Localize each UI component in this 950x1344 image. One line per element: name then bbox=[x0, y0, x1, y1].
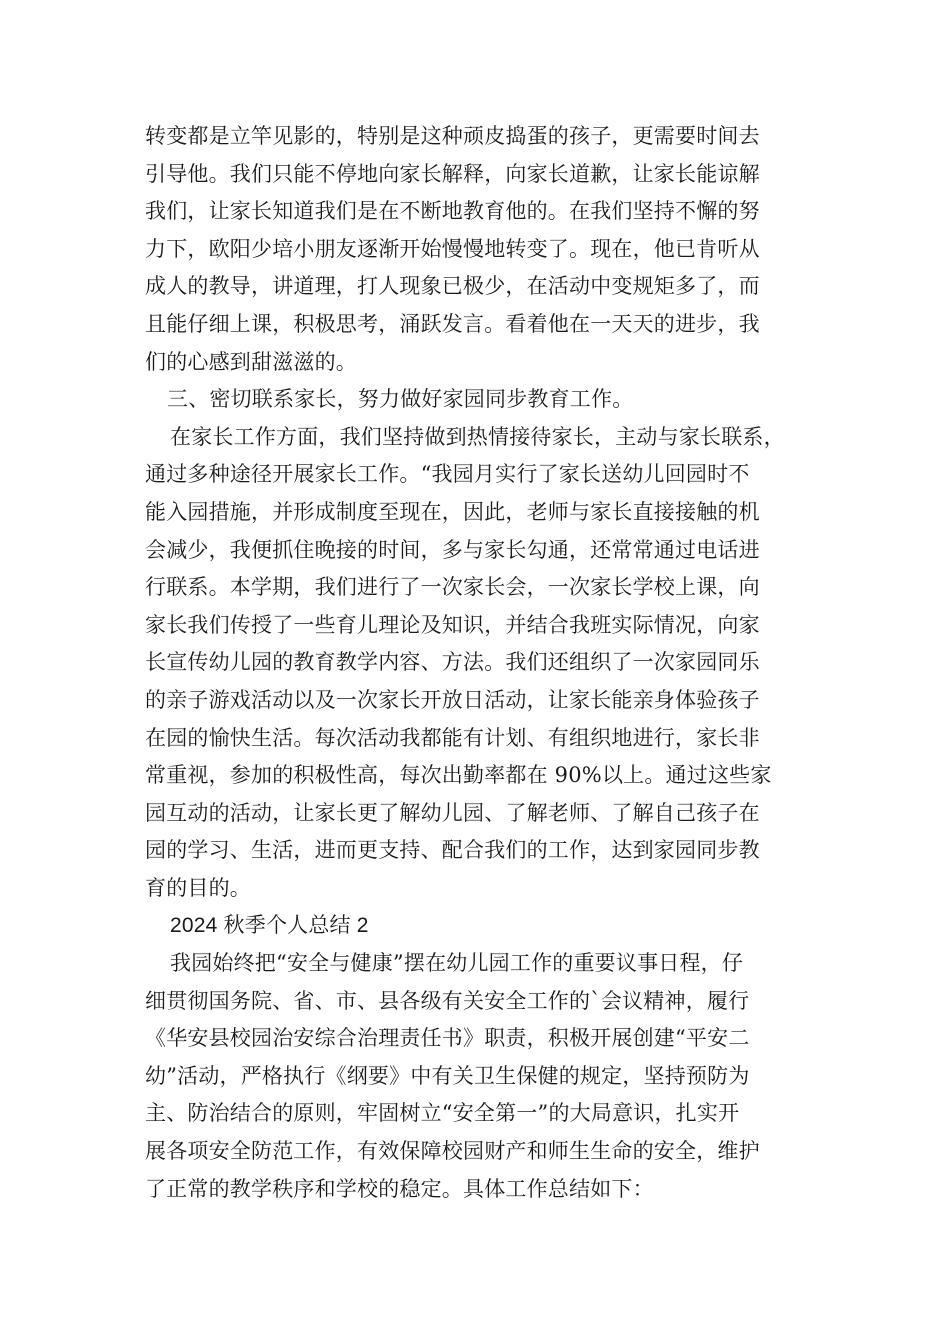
text-line: 《华安县校园治安综合治理责任书》职责，积极开展创建“平安二 bbox=[145, 1026, 750, 1051]
text-line: 我们，让家长知道我们是在不断地教育他的。在我们坚持不懈的努 bbox=[145, 199, 760, 224]
paragraph-safety-health bbox=[145, 945, 833, 1208]
text-line: 幼”活动，严格执行《纲要》中有关卫生保健的规定，坚持预防为 bbox=[145, 1063, 750, 1088]
text-line: 主、防治结合的原则，牢固树立“安全第一”的大局意识，扎实开 bbox=[145, 1101, 740, 1126]
text-line: 园的学习、生活，进而更支持、配合我们的工作，达到家园同步教 bbox=[145, 838, 760, 863]
text-line: 我园始终把“安全与健康”摆在幼儿园工作的重要议事日程，仔 bbox=[170, 951, 744, 976]
text-line: 引导他。我们只能不停地向家长解释，向家长道歉，让家长能谅解 bbox=[145, 161, 760, 186]
text-line: 在家长工作方面，我们坚持做到热情接待家长，主动与家长联系， bbox=[170, 424, 785, 449]
text-line: 且能仔细上课，积极思考，涌跃发言。看着他在一天天的进步，我 bbox=[145, 311, 760, 336]
text-line: 在园的愉快生活。每次活动我都能有计划、有组织地进行，家长非 bbox=[145, 725, 760, 750]
text-line: 园互动的活动，让家长更了解幼儿园、了解老师、了解自己孩子在 bbox=[145, 800, 760, 825]
text-line: 的亲子游戏活动以及一次家长开放日活动，让家长能亲身体验孩子 bbox=[145, 687, 760, 712]
paragraph-parent-work bbox=[145, 419, 833, 908]
text-line: 能入园措施，并形成制度至现在，因此，老师与家长直接接触的机 bbox=[145, 499, 760, 524]
text-line: 细贯彻国务院、省、市、县各级有关安全工作的`会议精神，履行 bbox=[145, 988, 750, 1013]
text-line: 通过多种途径开展家长工作。“我园月实行了家长送幼儿回园时不 bbox=[145, 462, 750, 487]
text-line: 展各项安全防范工作，有效保障校园财产和师生生命的安全，维护 bbox=[145, 1139, 760, 1164]
section-heading-3: 三、密切联系家长，努力做好家园同步教育工作。 bbox=[167, 387, 634, 412]
text-line: 家长我们传授了一些育儿理论及知识，并结合我班实际情况，向家 bbox=[145, 612, 760, 637]
text-line: 会减少，我便抓住晚接的时间，多与家长勾通，还常常通过电话进 bbox=[145, 537, 760, 562]
document-page bbox=[145, 118, 833, 1208]
text-line: 常重视，参加的积极性高，每次出勤率都在 90%以上。通过这些家 bbox=[145, 763, 772, 788]
text-line: 成人的教导，讲道理，打人现象已极少，在活动中变规矩多了，而 bbox=[145, 274, 760, 299]
paragraph-continuation bbox=[145, 118, 833, 381]
section-title-2: 2024 秋季个人总结 2 bbox=[170, 914, 369, 938]
text-line: 了正常的教学秩序和学校的稳定。具体工作总结如下： bbox=[145, 1176, 654, 1201]
text-line: 力下，欧阳少培小朋友逐渐开始慢慢地转变了。现在，他已肯听从 bbox=[145, 236, 760, 261]
text-line: 育的目的。 bbox=[145, 875, 251, 900]
text-line: 转变都是立竿见影的，特别是这种顽皮捣蛋的孩子，更需要时间去 bbox=[145, 124, 760, 148]
text-line: 长宣传幼儿园的教育教学内容、方法。我们还组织了一次家园同乐 bbox=[145, 650, 760, 675]
text-line: 行联系。本学期，我们进行了一次家长会，一次家长学校上课，向 bbox=[145, 575, 760, 600]
text-line: 们的心感到甜滋滋的。 bbox=[145, 349, 357, 374]
